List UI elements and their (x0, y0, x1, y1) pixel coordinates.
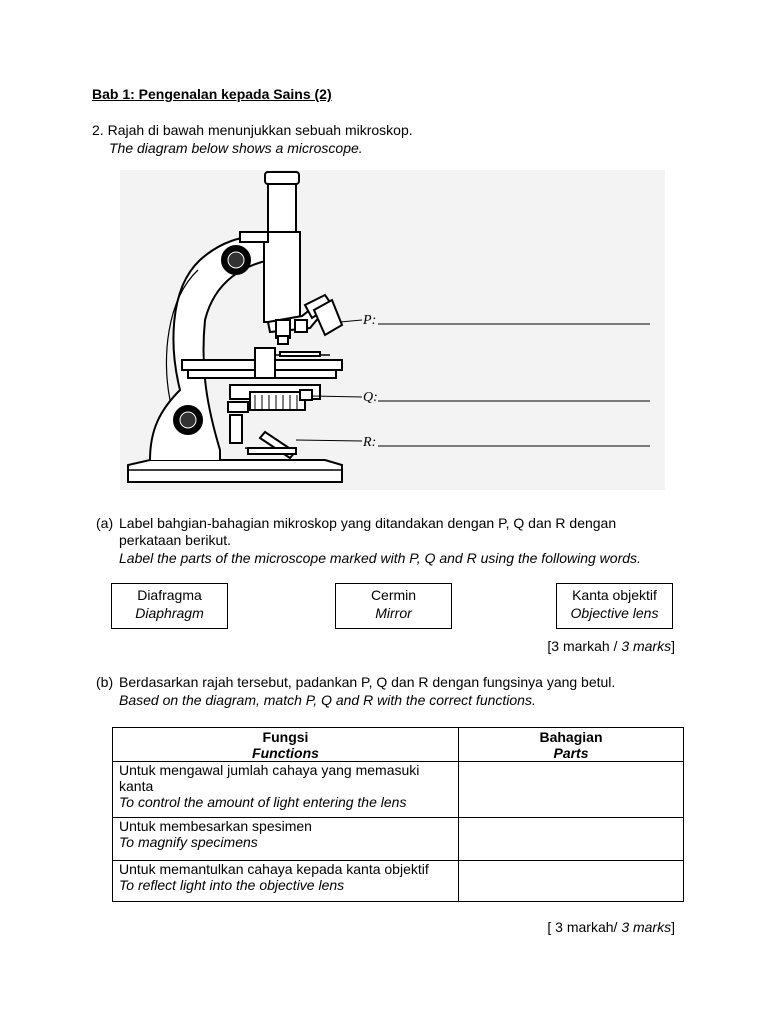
part-answer-cell[interactable] (459, 861, 684, 902)
part-b-marker: (b) (96, 674, 114, 690)
part-a-marks: [3 markah / 3 marks] (547, 638, 675, 654)
word-en: Diaphragm (135, 605, 204, 621)
table-row (113, 861, 684, 902)
part-b-line1: Berdasarkan rajah tersebut, padankan P, Q dan R dengan fungsinya yang betul. (119, 674, 616, 690)
page-title: Bab 1: Pengenalan kepada Sains (2) (92, 86, 332, 102)
function-en: To reflect light into the objective lens (119, 877, 345, 893)
function-ms: Untuk mengawal jumlah cahaya yang memasuki kanta (119, 762, 420, 794)
word-ms: Kanta objektif (572, 587, 657, 603)
label-q: Q: (363, 390, 378, 405)
part-a-line2: perkataan berikut. (119, 532, 232, 548)
word-ms: Diafragma (137, 587, 202, 603)
part-a-line3: Label the parts of the microscope marked with P, Q and R using the following words. (119, 550, 641, 566)
part-a-line1: Label bahgian-bahagian mikroskop yang ditandakan dengan P, Q dan R dengan (119, 515, 617, 531)
question-ms: Rajah di bawah menunjukkan sebuah mikroskop. (107, 122, 413, 138)
function-ms: Untuk memantulkan cahaya kepada kanta objektif (119, 861, 429, 877)
table-row (113, 818, 684, 861)
function-ms: Untuk membesarkan spesimen (119, 818, 312, 834)
question-text-ms (92, 122, 413, 138)
function-en: To magnify specimens (119, 834, 258, 850)
table-row (113, 762, 684, 818)
word-ms: Cermin (370, 587, 417, 603)
function-en: To control the amount of light entering the lens (119, 794, 407, 810)
part-answer-cell[interactable] (459, 762, 684, 818)
word-box-objective-lens (556, 583, 673, 629)
part-b-line2: Based on the diagram, match P, Q and R with the correct functions. (119, 692, 536, 708)
label-r: R: (363, 435, 377, 450)
part-a-marker: (a) (96, 515, 114, 531)
label-p: P: (363, 313, 377, 328)
part-answer-cell[interactable] (459, 818, 684, 861)
functions-table (112, 727, 684, 902)
question-number: 2. (92, 122, 104, 138)
col-functions-header: Fungsi Functions (113, 728, 459, 762)
word-box-diaphragm (111, 583, 228, 629)
question-en: The diagram below shows a microscope. (109, 140, 363, 156)
part-b-marks: [ 3 markah/ 3 marks] (547, 919, 675, 935)
microscope-diagram (120, 170, 665, 490)
word-box-mirror (335, 583, 452, 629)
word-en: Mirror (375, 605, 412, 621)
word-en: Objective lens (570, 605, 659, 621)
table-header-row (113, 728, 684, 762)
col-parts-header: Bahagian Parts (459, 728, 684, 762)
